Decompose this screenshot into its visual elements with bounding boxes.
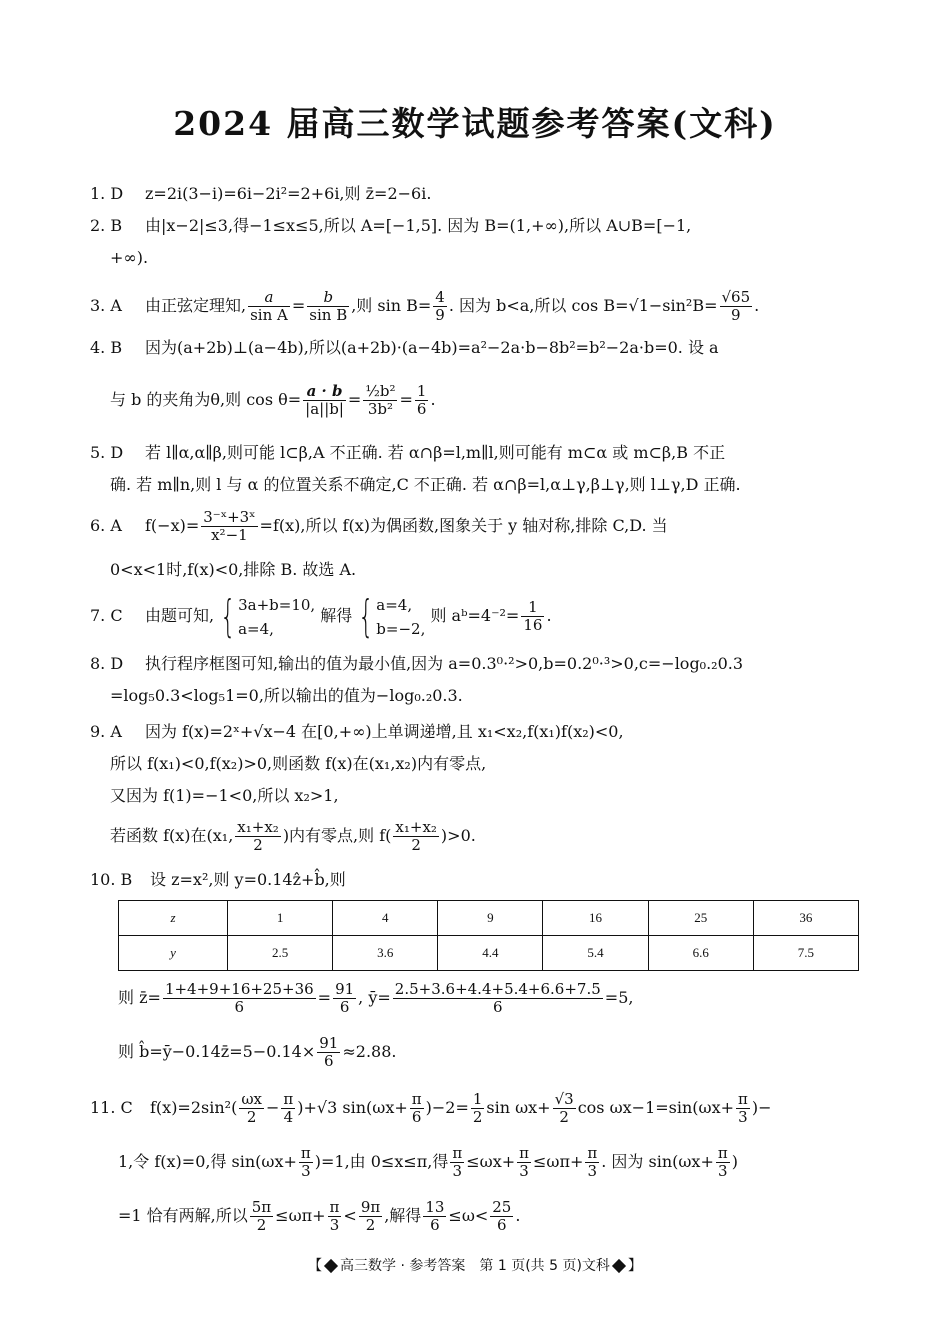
answer-number: 3. A [90,296,122,315]
table-cell: 16 [543,901,648,936]
solution-text: 由正弦定理知, $\frac{a}{\text{sin A}}$ = $\frac{b}{\text{sin B}}$ ,则 sin B= $\frac{4}{9}$ . 因为 b<a,所以 cos B=√1−sin²B= $\frac{√65}{9}$ . [145,288,760,324]
answer-number: 9. A [90,722,122,741]
solution-text: 确. 若 m∥n,则 l 与 α 的位置关系不确定,C 不正确. 若 α∩β=l,α⊥γ,β⊥γ,则 l⊥γ,D 正确. [110,475,741,494]
page-title: 2024 届高三数学试题参考答案(文科) [173,104,777,143]
solution-text: 由题可知, { 3a+b=10, a=4, 解得 { a=4, b=−2, 则 aᵇ=4⁻²= $\frac{1}{16}$ . [145,590,552,642]
solution-text: 若 l∥α,α∥β,则可能 l⊂β,A 不正确. 若 α∩β=l,m∥l,则可能有 m⊂α 或 m⊂β,B 不正 [145,443,726,462]
table-cell: 9 [438,901,543,936]
answer-number: 8. D [90,654,124,673]
table-cell: 4.4 [438,936,543,971]
table-cell: 25 [648,901,753,936]
solution-text: f(−x)= $\frac{\text{3⁻ˣ+3ˣ}}{\text{x²−1}}$ =f(x),所以 f(x)为偶函数,图象关于 y 轴对称,排除 C,D. 当 [145,508,668,544]
table-header-cell: z [119,901,228,936]
answer-number: 7. C [90,606,123,625]
solution-text: 由|x−2|≤3,得−1≤x≤5,所以 A=[−1,5]. 因为 B=(1,+∞),所以 A∪B=[−1, [145,216,692,235]
solution-text: 因为 f(x)=2ˣ+√x−4 在[0,+∞)上单调递增,且 x₁<x₂,f(x₁)f(x₂)<0, [145,722,624,741]
data-table [118,900,859,971]
table-cell: 1 [228,901,333,936]
solution-text: +∞). [110,248,149,267]
answer-number: 6. A [90,516,122,535]
solution-text: 若函数 f(x)在(x₁, $\frac{\text{x₁+x₂}}{2}$ )内有零点,则 f( $\frac{\text{x₁+x₂}}{2}$ )>0. [110,818,476,854]
solution-text: =1 恰有两解,所以 $\frac{5\pi}{2}$ ≤ωπ+ $\frac{\pi}{3}$ < $\frac{9\pi}{2}$ ,解得 $\frac{13}{6}$ ≤ω< $\frac{25}{6}$ . [118,1198,521,1234]
diamond-icon [612,1259,626,1273]
solution-text: 与 b 的夹角为θ,则 cos θ= $\frac{a \cdot b}{|a||b|}$ = $\frac{\text{½b²}}{\text{3b²}}$ = $\frac{1}{6}$ . [110,382,436,418]
answer-number: 4. B [90,338,123,357]
table-row [119,901,859,936]
solution-text: 又因为 f(1)=−1<0,所以 x₂>1, [110,786,339,805]
table-cell: 2.5 [228,936,333,971]
answer-number: 11. C [90,1098,133,1117]
solution-text: 0<x<1时,f(x)<0,排除 B. 故选 A. [110,560,357,579]
solution-text: 则 b̂=ȳ−0.14z̄=5−0.14× $\frac{91}{6}$ ≈2.88. [118,1034,397,1070]
table-row [119,936,859,971]
table-cell: 3.6 [333,936,438,971]
solution-text: 执行程序框图可知,输出的值为最小值,因为 a=0.3⁰·²>0,b=0.2⁰·³>0,c=−log₀.₂0.3 [145,654,744,673]
solution-text: z=2i(3−i)=6i−2i²=2+6i,则 z̄=2−6i. [145,184,432,203]
footer-text: 高三数学 · 参考答案 第 1 页(共 5 页)文科 [340,1258,610,1274]
table-cell: 36 [753,901,858,936]
solution-text: 1,令 f(x)=0,得 sin(ωx+ $\frac{\pi}{3}$ )=1,由 0≤x≤π,得 $\frac{\pi}{3}$ ≤ωx+ $\frac{\pi}{3}$ ≤ωπ+ $\frac{\pi}{3}$ . 因为 sin(ωx+ $\frac{\pi}{3}$ ) [118,1144,738,1180]
solution-text: =log₅0.3<log₅1=0,所以输出的值为−log₀.₂0.3. [110,686,463,705]
table-header-cell: y [119,936,228,971]
solution-text: 设 z=x²,则 y=0.14ẑ+b̂,则 [150,870,346,889]
page-footer: 【 高三数学 · 参考答案 第 1 页(共 5 页)文科 】 [308,1258,642,1274]
solution-text: f(x)=2sin²( $\frac{\omega x}{2}$ − $\frac{\pi}{4}$ )+√3 sin(ωx+ $\frac{\pi}{6}$ )−2= $\frac{1}{2}$ sin ωx+ $\frac{√3}{2}$ cos ωx−1=sin(ωx+ $\frac{\pi}{3}$ )− [150,1090,772,1126]
table-cell: 5.4 [543,936,648,971]
answer-number: 5. D [90,443,124,462]
solution-text: 所以 f(x₁)<0,f(x₂)>0,则函数 f(x)在(x₁,x₂)内有零点, [110,754,487,773]
diamond-icon [324,1259,338,1273]
table-cell: 7.5 [753,936,858,971]
answer-number: 2. B [90,216,123,235]
solution-text: 则 z̄= $\frac{1+4+9+16+25+36}{6}$ = $\frac{91}{6}$ , ȳ= $\frac{2.5+3.6+4.4+5.4+6.6+7.5}{6}$ =5, [118,980,634,1016]
table-cell: 4 [333,901,438,936]
solution-text: 因为(a+2b)⊥(a−4b),所以(a+2b)·(a−4b)=a²−2a·b−8b²=b²−2a·b=0. 设 a [145,338,719,357]
answer-number: 1. D [90,184,124,203]
answer-number: 10. B [90,870,133,889]
table-cell: 6.6 [648,936,753,971]
